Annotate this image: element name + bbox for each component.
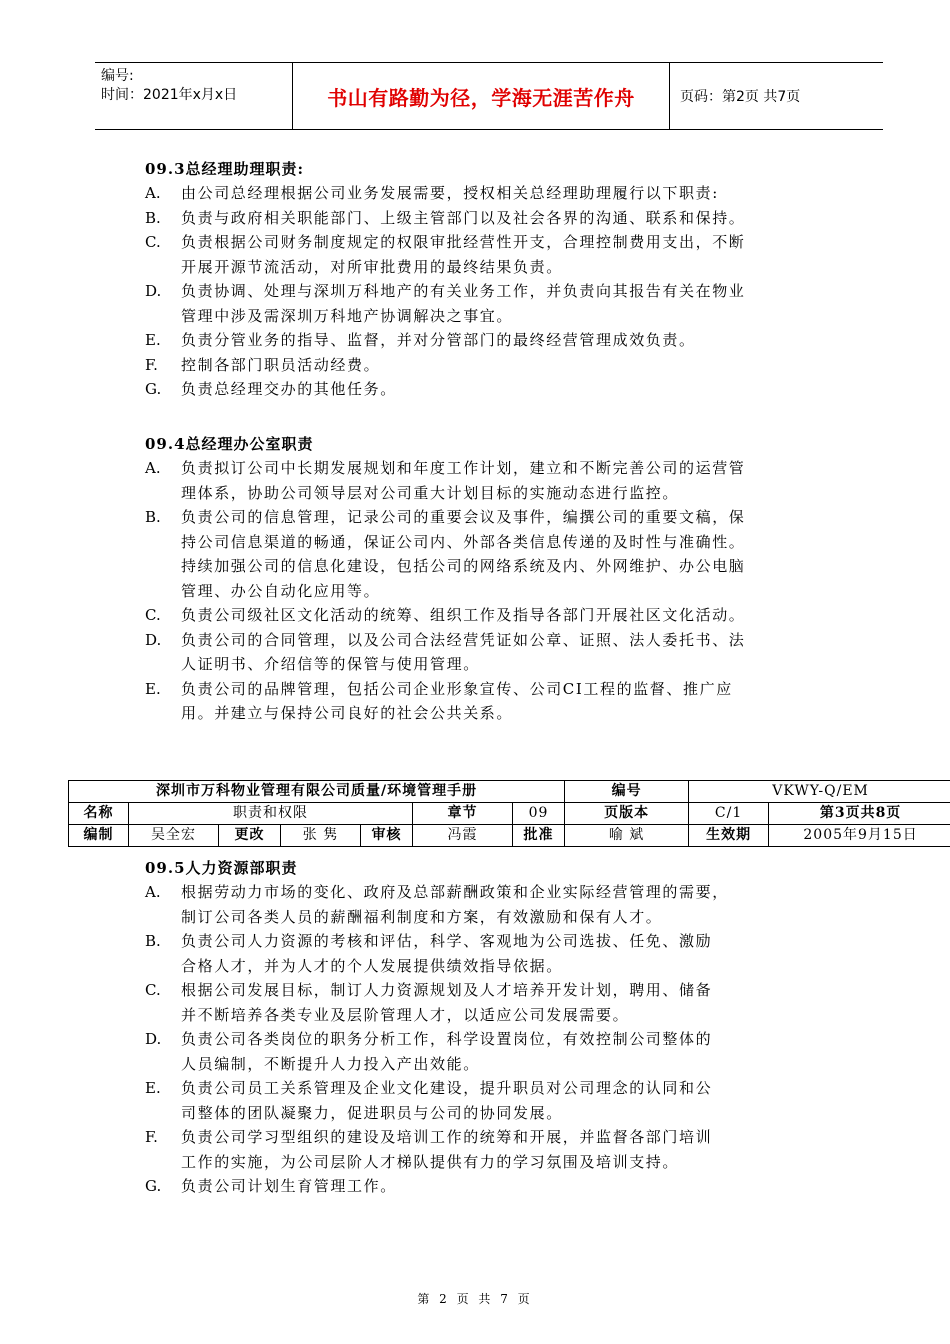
revise-value-cell: 张 隽 [281,825,361,847]
item-text [181,353,845,378]
item-text [181,279,845,328]
item-text [181,328,845,353]
item-line: 负责公司各类岗位的职务分析工作，科学设置岗位，有效控制公司整体的 [181,1030,713,1048]
editor-value-cell: 吴全宏 [129,825,219,847]
item-marker: C. [145,606,161,624]
list-item [145,456,845,505]
item-line: 工作的实施，为公司层阶人才梯队提供有力的学习氛围及培训支持。 [181,1152,680,1171]
item-line: 持续加强公司的信息化建设，包括公司的网络系统及内、外网维护、办公电脑 [181,557,746,575]
section-title: 09.3总经理助理职责: [145,160,305,178]
item-line: 理体系，协助公司领导层对公司重大计划目标的实施动态进行监控。 [181,483,680,502]
code-label: 编号: [101,68,134,84]
item-marker: D. [145,282,162,300]
section-title: 09.4总经理办公室职责 [145,435,314,453]
item-marker: A. [145,459,161,477]
item-line: 负责公司学习型组织的建设及培训工作的统筹和开展，并监督各部门培训 [181,1128,713,1146]
item-line: 并不断培养各类专业及层阶管理人才，以适应公司发展需要。 [181,1005,630,1024]
item-marker: F. [145,355,158,374]
item-marker: G. [145,1177,162,1195]
version-value-cell: C/1 [689,803,769,825]
item-text [181,1027,845,1076]
item-line: 负责公司人力资源的考核和评估，科学、客观地为公司选拔、任免、激励 [181,932,713,950]
item-line: 用。并建立与保持公司良好的社会公共关系。 [181,704,514,722]
item-text [181,206,845,231]
editor-label-cell: 编制 [69,825,129,847]
item-text [181,929,845,978]
effective-value-cell: 2005年9月15日 [769,825,950,847]
item-marker: F. [145,1128,158,1146]
list-item [145,353,845,378]
list-item [145,677,845,726]
item-text [181,1125,845,1174]
list-item [145,880,845,929]
item-line: 负责公司级社区文化活动的统筹、组织工作及指导各部门开展社区文化活动。 [181,606,746,624]
item-line: 负责拟订公司中长期发展规划和年度工作计划，建立和不断完善公司的运营管 [181,459,746,477]
list-item [145,929,845,978]
list-item [145,1174,845,1199]
item-line: 负责公司的信息管理，记录公司的重要会议及事件，编撰公司的重要文稿，保 [181,508,746,526]
item-line: 负责公司计划生育管理工作。 [181,1177,397,1195]
chapter-label-cell: 章节 [413,803,513,825]
list-item [145,328,845,353]
item-line: 管理、办公自动化应用等。 [181,581,381,600]
item-line: 根据劳动力市场的变化、政府及总部薪酬政策和企业实际经营管理的需要， [181,883,729,901]
item-line: 负责总经理交办的其他任务。 [181,380,397,398]
section-09-3 [145,157,845,402]
item-marker: B. [145,932,161,950]
revise-label-cell: 更改 [219,825,281,847]
list-item [145,377,845,402]
motto: 书山有路勤为径，学海无涯苦作舟 [293,63,670,129]
item-line: 持公司信息渠道的畅通，保证公司内、外部各类信息传递的及时性与准确性。 [181,532,746,551]
item-marker: G. [145,380,162,398]
item-text [181,880,845,929]
item-marker: A. [145,184,161,202]
item-line: 制订公司各类人员的薪酬福利制度和方案，有效激励和保有人才。 [181,907,663,926]
review-value-cell: 冯霞 [413,825,513,847]
list-item [145,505,845,603]
item-text [181,1076,845,1125]
item-marker: D. [145,1030,162,1048]
item-line: 控制各部门职员活动经费。 [181,355,381,374]
list-item [145,230,845,279]
item-marker: B. [145,508,161,526]
version-label-cell: 页版本 [565,803,689,825]
item-marker: E. [145,679,161,698]
item-marker: B. [145,208,161,227]
page-footer: 第 2 页 共 7 页 [417,1292,533,1306]
item-line: 负责与政府相关职能部门、上级主管部门以及社会各界的沟通、联系和保持。 [181,208,746,227]
manual-title: 深圳市万科物业管理有限公司质量/环境管理手册 [69,781,565,803]
item-text [181,377,845,402]
item-line: 根据公司发展目标，制订人力资源规划及人才培养开发计划，聘用、储备 [181,981,713,999]
code-label-cell: 编号 [565,781,689,803]
item-marker: C. [145,233,161,251]
approve-value-cell: 喻 斌 [565,825,689,847]
item-marker: C. [145,981,161,999]
item-text [181,181,845,206]
list-item [145,206,845,231]
section-09-5 [145,856,845,1199]
item-text [181,603,845,628]
item-marker: E. [145,1079,161,1097]
item-marker: A. [145,883,161,901]
list-item [145,181,845,206]
item-line: 负责协调、处理与深圳万科地产的有关业务工作，并负责向其报告有关在物业 [181,282,746,300]
page-header [95,62,883,130]
item-text [181,978,845,1027]
item-line: 司整体的团队凝聚力，促进职员与公司的协同发展。 [181,1103,563,1122]
time-label: 时间：2021年x月x日 [101,87,238,103]
item-line: 人证明书、介绍信等的保管与使用管理。 [181,655,480,673]
list-item [145,1027,845,1076]
header-left-cell [95,63,293,129]
item-marker: E. [145,331,161,349]
section-title: 09.5人力资源部职责 [145,859,298,877]
approve-label-cell: 批准 [513,825,565,847]
item-text [181,456,845,505]
review-label-cell: 审核 [361,825,413,847]
item-line: 负责公司的品牌管理，包括公司企业形象宣传、公司CI工程的监督、推广应 [181,679,733,698]
code-value-cell: VKWY-Q/EM [689,781,950,803]
item-text [181,677,845,726]
manual-info-table [68,780,950,847]
item-line: 管理中涉及需深圳万科地产协调解决之事宜。 [181,306,514,325]
item-line: 负责公司员工关系管理及企业文化建设，提升职员对公司理念的认同和公 [181,1079,713,1097]
list-item [145,1076,845,1125]
item-text [181,505,845,603]
item-line: 合格人才，并为人才的个人发展提供绩效指导依据。 [181,956,563,975]
name-label-cell: 名称 [69,803,129,825]
list-item [145,628,845,677]
item-marker: D. [145,630,162,649]
item-line: 负责公司的合同管理，以及公司合法经营凭证如公章、证照、法人委托书、法 [181,630,746,649]
item-line: 负责分管业务的指导、监督，并对分管部门的最终经营管理成效负责。 [181,331,696,349]
chapter-value-cell: 09 [513,803,565,825]
item-line: 负责根据公司财务制度规定的权限审批经营性开支，合理控制费用支出，不断 [181,233,746,251]
item-text [181,230,845,279]
item-text [181,1174,845,1199]
item-text [181,628,845,677]
item-line: 由公司总经理根据公司业务发展需要，授权相关总经理助理履行以下职责: [181,184,719,202]
item-line: 人员编制，不断提升人力投入产出效能。 [181,1054,480,1073]
page-info: 页码：第2页 共7页 [680,89,801,105]
page-value-cell: 第3页共8页 [769,803,950,825]
list-item [145,1125,845,1174]
name-value-cell: 职责和权限 [129,803,413,825]
item-line: 开展开源节流活动，对所审批费用的最终结果负责。 [181,257,563,276]
list-item [145,603,845,628]
list-item [145,279,845,328]
list-item [145,978,845,1027]
effective-label-cell: 生效期 [689,825,769,847]
section-09-4 [145,432,845,726]
